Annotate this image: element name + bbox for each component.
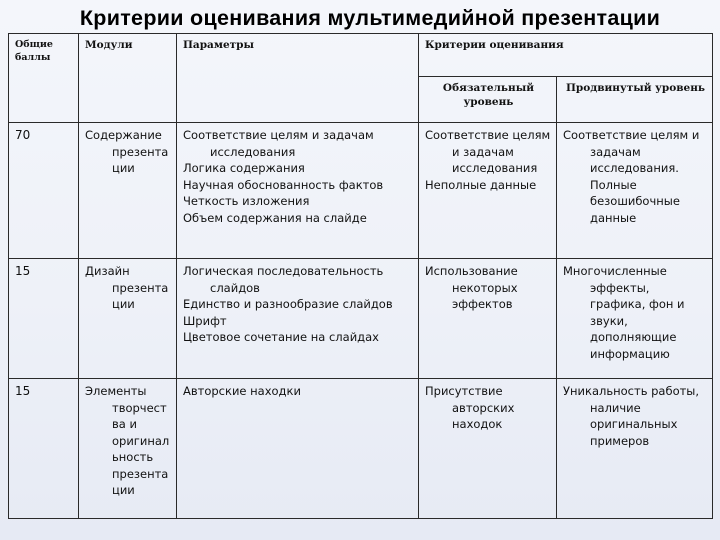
module-cell bbox=[79, 259, 177, 379]
basic-item: Соответствие целям и задачам исследования bbox=[425, 128, 551, 175]
criteria-table bbox=[8, 33, 713, 519]
advanced-level-cell bbox=[557, 123, 713, 259]
parameters-cell bbox=[177, 379, 419, 519]
table-row bbox=[9, 123, 713, 259]
parameter-item: Авторские находки bbox=[183, 384, 301, 398]
score-cell: 70 bbox=[9, 123, 79, 259]
header-advanced-level: Продвинутый уровень bbox=[557, 77, 713, 123]
basic-level-cell bbox=[419, 259, 557, 379]
score-cell: 15 bbox=[9, 379, 79, 519]
header-basic-level: Обязательный уровень bbox=[419, 77, 557, 123]
header-row bbox=[9, 34, 713, 77]
parameter-item: Соответствие целям и задачам исследования bbox=[183, 128, 374, 159]
module-text: Дизайн презентации bbox=[85, 264, 169, 311]
parameters-cell bbox=[177, 259, 419, 379]
table-row bbox=[9, 379, 713, 519]
advanced-level-cell bbox=[557, 379, 713, 519]
header-criteria: Критерии оценивания bbox=[419, 34, 713, 77]
basic-item: Использование некоторых эффектов bbox=[425, 264, 518, 311]
basic-level-cell bbox=[419, 379, 557, 519]
parameter-item: Логическая последовательность слайдов bbox=[183, 264, 384, 295]
advanced-item: Многочисленные эффекты, графика, фон и звуки, дополняющие информацию bbox=[563, 264, 685, 361]
parameters-cell bbox=[177, 123, 419, 259]
parameter-item: Четкость изложения bbox=[183, 194, 310, 208]
parameter-item: Научная обоснованность фактов bbox=[183, 177, 384, 192]
header-parameters: Параметры bbox=[177, 34, 419, 123]
module-cell bbox=[79, 123, 177, 259]
table-row bbox=[9, 259, 713, 379]
score-cell: 15 bbox=[9, 259, 79, 379]
parameter-item: Шрифт bbox=[183, 313, 227, 328]
module-text: Элементы творчества и оригинальность презентации bbox=[85, 384, 170, 497]
basic-item: Неполные данные bbox=[425, 177, 537, 192]
parameter-item: Логика содержания bbox=[183, 161, 305, 175]
advanced-item: Соответствие целям и задачам исследования. Полные безошибочные данные bbox=[563, 128, 700, 225]
parameter-item: Единство и разнообразие слайдов bbox=[183, 297, 393, 311]
advanced-item: Уникальность работы, наличие оригинальных примеров bbox=[563, 384, 700, 448]
basic-item: Присутствие авторских находок bbox=[425, 384, 515, 431]
basic-level-cell bbox=[419, 123, 557, 259]
header-modules: Модули bbox=[79, 34, 177, 123]
header-scores: Общие баллы bbox=[9, 34, 79, 123]
advanced-level-cell bbox=[557, 259, 713, 379]
parameter-item: Объем содержания на слайде bbox=[183, 210, 367, 225]
page-title: Критерии оценивания мультимедийной презентации bbox=[79, 6, 661, 30]
parameter-item: Цветовое сочетание на слайдах bbox=[183, 330, 379, 344]
module-cell bbox=[79, 379, 177, 519]
module-text: Содержание презентации bbox=[85, 128, 169, 175]
